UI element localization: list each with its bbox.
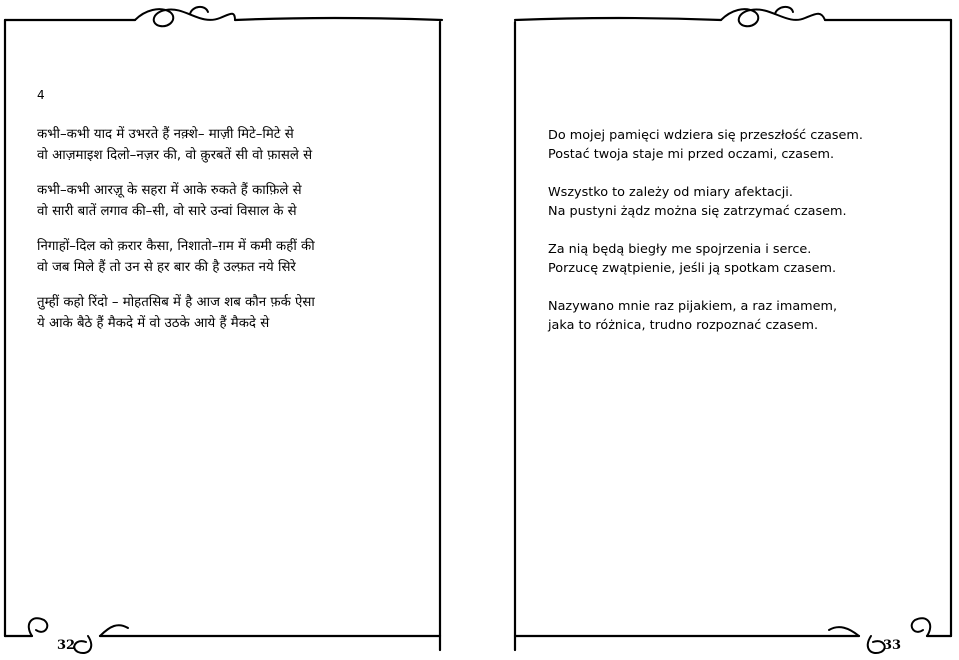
verse-line: Porzucę zwątpienie, jeśli ją spotkam czasem. xyxy=(548,261,837,276)
verse-line: ये आके बैठे हैं मैकदे में वो उठके आये हैं मैकदे से xyxy=(37,316,270,331)
frame-top-right-rule xyxy=(235,18,442,20)
verse-line: Do mojej pamięci wdziera się przeszłość czasem. xyxy=(548,128,863,143)
frame-top-left-rule xyxy=(515,18,721,20)
polish-verse xyxy=(548,126,863,354)
verse-line: तुम्हीं कहो रिंदो – मोहतसिब में है आज शब कौन फ़र्क ऐसा xyxy=(37,295,315,310)
stanza xyxy=(548,183,863,221)
verse-line: jaka to różnica, trudno rozpoznać czasem. xyxy=(548,318,819,333)
verse-line: कभी–कभी आरज़ू के सहरा में आके रुकते हैं काफ़िले से xyxy=(37,183,302,198)
right-page xyxy=(499,0,959,660)
stanza xyxy=(548,126,863,164)
stanza xyxy=(37,180,315,222)
verse-line: Nazywano mnie raz pijakiem, a raz imamem, xyxy=(548,299,838,314)
left-page xyxy=(0,0,460,660)
verse-line: वो सारी बातें लगाव की–सी, वो सारे उन्वां विसाल के से xyxy=(37,204,297,219)
verse-line: निगाहों–दिल को क़रार कैसा, निशातो–ग़म में कमी कहीं की xyxy=(37,239,315,254)
top-flourish-ornament xyxy=(135,7,235,26)
verse-line: Za nią będą biegły me spojrzenia i serce. xyxy=(548,242,812,257)
stanza xyxy=(37,292,315,334)
stanza xyxy=(37,236,315,278)
hindi-verse xyxy=(37,124,315,348)
verse-line: कभी–कभी याद में उभरते हैं नक़्शे– माज़ी मिटे–मिटे से xyxy=(37,127,294,142)
stanza xyxy=(548,297,863,335)
section-number: 4 xyxy=(37,88,45,102)
page-number: 32 xyxy=(57,638,76,653)
verse-line: Postać twoja staje mi przed oczami, czasem. xyxy=(548,147,835,162)
verse-line: वो आज़माइश दिलो–नज़र की, वो क़ुरबतें सी वो फ़ासले से xyxy=(37,148,313,163)
stanza xyxy=(548,240,863,278)
verse-line: Na pustyni żądz można się zatrzymać czasem. xyxy=(548,204,847,219)
page-number: 33 xyxy=(883,638,902,653)
verse-line: वो जब मिले हैं तो उन से हर बार की है उल्फ़त नये सिरे xyxy=(37,260,296,275)
top-flourish-ornament xyxy=(721,7,825,26)
stanza xyxy=(37,124,315,166)
verse-line: Wszystko to zależy od miary afektacji. xyxy=(548,185,793,200)
